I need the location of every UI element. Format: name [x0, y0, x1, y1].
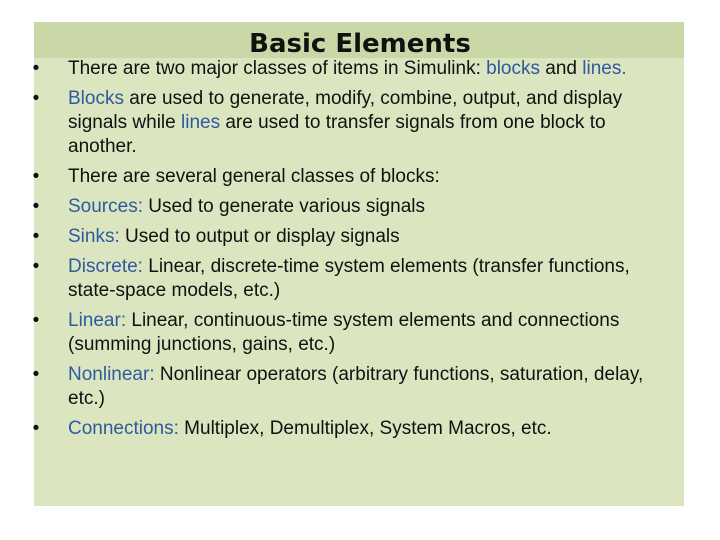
bullet-dot-icon: • — [32, 310, 40, 331]
bullet-text: are used to transfer signals from one block to another. — [68, 112, 606, 157]
highlighted-term: Blocks — [68, 88, 124, 109]
bullet-text: There are several general classes of blocks: — [68, 166, 440, 187]
highlighted-term: lines — [181, 112, 221, 133]
bullet-text: are used to generate, modify, combine, output, and display signals while — [68, 88, 623, 133]
bullet-text: There are two major classes of items in Simulink: — [68, 58, 487, 79]
highlighted-term: Sources: — [68, 196, 143, 217]
highlighted-term: Discrete: — [68, 256, 143, 277]
bullet-item — [22, 417, 672, 441]
bullet-dot-icon: • — [32, 196, 40, 217]
bullet-item — [22, 225, 672, 249]
bullet-text: Linear, continuous-time system elements and connections (summing junctions, gains, etc.) — [68, 310, 620, 355]
bullet-dot-icon: • — [32, 364, 40, 385]
bullet-item — [22, 57, 672, 81]
bullet-item — [22, 195, 672, 219]
bullet-text: and — [540, 58, 583, 79]
bullet-text: Linear, discrete-time system elements (transfer functions, state-space models, etc.) — [68, 256, 630, 301]
bullet-text: Multiplex, Demultiplex, System Macros, etc. — [178, 418, 552, 439]
bullet-dot-icon: • — [32, 226, 40, 247]
bullet-item — [22, 165, 672, 189]
highlighted-term: Sinks: — [68, 226, 120, 247]
bullet-item — [22, 87, 672, 159]
bullet-text: Used to output or display signals — [119, 226, 400, 247]
bullet-item — [22, 255, 672, 303]
bullet-item — [22, 309, 672, 357]
bullet-dot-icon: • — [32, 256, 40, 277]
highlighted-term: Nonlinear: — [68, 364, 155, 385]
bullet-dot-icon: • — [32, 88, 40, 109]
highlighted-term: lines. — [582, 58, 627, 79]
bullet-dot-icon: • — [32, 418, 40, 439]
bullet-dot-icon: • — [32, 166, 40, 187]
highlighted-term: Connections: — [68, 418, 179, 439]
highlighted-term: Linear: — [68, 310, 127, 331]
bullet-text: Used to generate various signals — [142, 196, 425, 217]
bullet-dot-icon: • — [32, 58, 40, 79]
highlighted-term: blocks — [486, 58, 540, 79]
bullet-item — [22, 363, 672, 411]
bullet-text: Nonlinear operators (arbitrary functions, saturation, delay, etc.) — [68, 364, 644, 409]
slide-title: Basic Elements — [249, 29, 471, 59]
bullet-list — [22, 57, 672, 447]
